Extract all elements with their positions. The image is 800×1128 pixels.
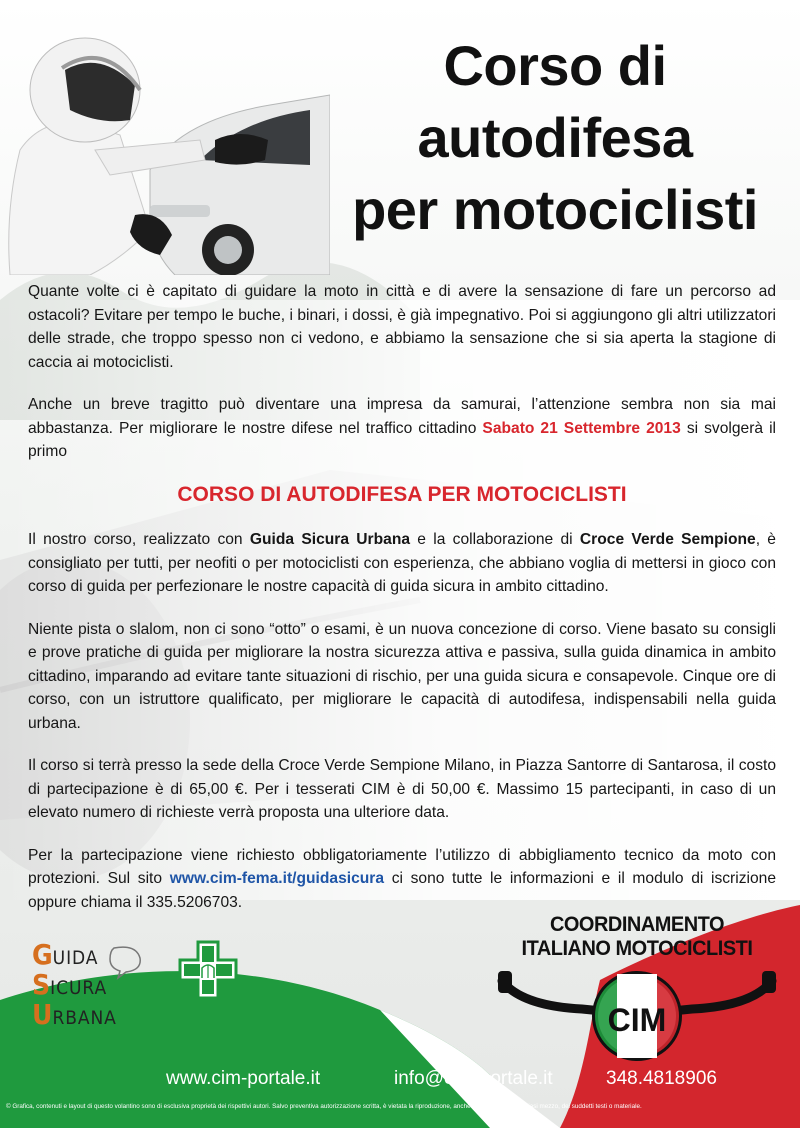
intro-p2-text: Anche un breve tragitto può diventare una impresa da samurai, l’attenzione sembra non sia mai abbastanza. Per migliorare le nostre difese nel traffico cittadino xyxy=(28,396,776,437)
title-line-1: Corso di xyxy=(443,34,667,97)
phone-number: 348.4818906 xyxy=(606,1068,717,1089)
registration-link[interactable]: www.cim-fema.it/guidasicura xyxy=(169,870,385,887)
body-paragraph-location: Il corso si terrà presso la sede della Croce Verde Sempione Milano, in Piazza Santorre di Santarosa, il costo di partecipazione è di 65,00 €. Per i tesserati CIM è di 50,00 €. Massimo 15 partecipanti, in caso di un elevato numero di richieste verrà proposta una ulteriore data. xyxy=(28,757,776,821)
gsu-row-sicura: SICURA xyxy=(32,968,108,1001)
gsu-row-urbana: URBANA xyxy=(32,998,117,1031)
p6-text-b: ci sono tutte le informazioni e il modulo di iscrizione oppure chiama il 335.5206703. xyxy=(28,870,776,911)
p3-text-a: Il nostro corso, realizzato con xyxy=(28,531,243,548)
org-guida-sicura: Guida Sicura Urbana xyxy=(249,531,411,548)
page-title xyxy=(320,30,790,246)
p6-text-a: Per la partecipazione viene richiesto obbligatoriamente l’utilizzo di abbigliamento tecnico da moto con protezioni. Sul sito xyxy=(28,846,776,887)
intro-paragraph-2 xyxy=(28,393,776,464)
event-date: Sabato 21 Settembre 2013 xyxy=(482,419,681,437)
body-paragraph-course xyxy=(28,528,776,599)
p3-text-b: e la collaborazione di xyxy=(417,531,573,548)
gsu-row-guida: GUIDA xyxy=(32,938,99,971)
title-line-2: autodifesa xyxy=(417,106,693,169)
body-paragraph-description: Niente pista o slalom, non ci sono “otto” o esami, è un nuova concezione di corso. Viene basato su consigli e prove pratiche di guida per migliorare la nostra sicurezza attiva e passiva, sulla guida dinamica in ambito cittadino, imparando ad evitare tante situazioni di rischio, per una guida sicura e consapevole. Cinque ore di corso, con un istruttore qualificato, per migliorare le capacità di autodifesa, indispensabili nella guida urbana. xyxy=(28,620,776,732)
cim-line-2: ITALIANO MOTOCICLISTI xyxy=(521,937,753,960)
org-croce-verde: Croce Verde Sempione xyxy=(579,531,756,548)
intro-paragraph-1: Quante volte ci è capitato di guidare la moto in città e di avere la sensazione di fare un percorso ad ostacoli? Evitare per tempo le buche, i binari, i dossi, è già impegnativo. Poi si aggiungono gli altri utilizzatori delle strade, che troppo spesso non ci vedono, e abbiamo la sensazione che si sia aperta la stagione di caccia ai motociclisti. xyxy=(28,283,776,371)
cim-logo xyxy=(492,913,782,1061)
cim-line-1: COORDINAMENTO xyxy=(549,913,725,936)
contacts-bar xyxy=(0,1068,800,1098)
rider-car-illustration xyxy=(0,0,330,275)
cim-badge-text: CIM xyxy=(607,1002,667,1038)
p3-text-c: , è consigliato per tutti, per neofiti o per motociclisti con esperienza, che abbiano voglia di mettersi in gioco con corso di guida per perfezionare le nostre capacità di guida sicura in ambito cittadino. xyxy=(28,531,776,595)
title-line-3: per motociclisti xyxy=(352,178,758,241)
croce-verde-logo xyxy=(178,940,238,1000)
speech-bubble-icon xyxy=(106,944,144,980)
handlebar-badge-graphic xyxy=(492,961,782,1061)
copyright-footer: © Grafica, contenuti e layout di questo volantino sono di esclusiva proprietà dei rispettivi autori. Salvo preventiva autorizzazione scritta, è vietata la riproduzione, anche parziale e con qualsiasi mezzo, dei suddetti testi o materiale. xyxy=(6,1103,642,1110)
body-paragraph-registration xyxy=(28,844,776,915)
website-link[interactable]: www.cim-portale.it xyxy=(166,1068,321,1089)
email-link[interactable]: info@cim-portale.it xyxy=(394,1068,553,1089)
course-heading: CORSO DI AUTODIFESA PER MOTOCICLISTI xyxy=(177,482,627,506)
flyer-body xyxy=(28,280,776,933)
intro-p2-tail: si svolgerà il primo xyxy=(28,419,777,460)
